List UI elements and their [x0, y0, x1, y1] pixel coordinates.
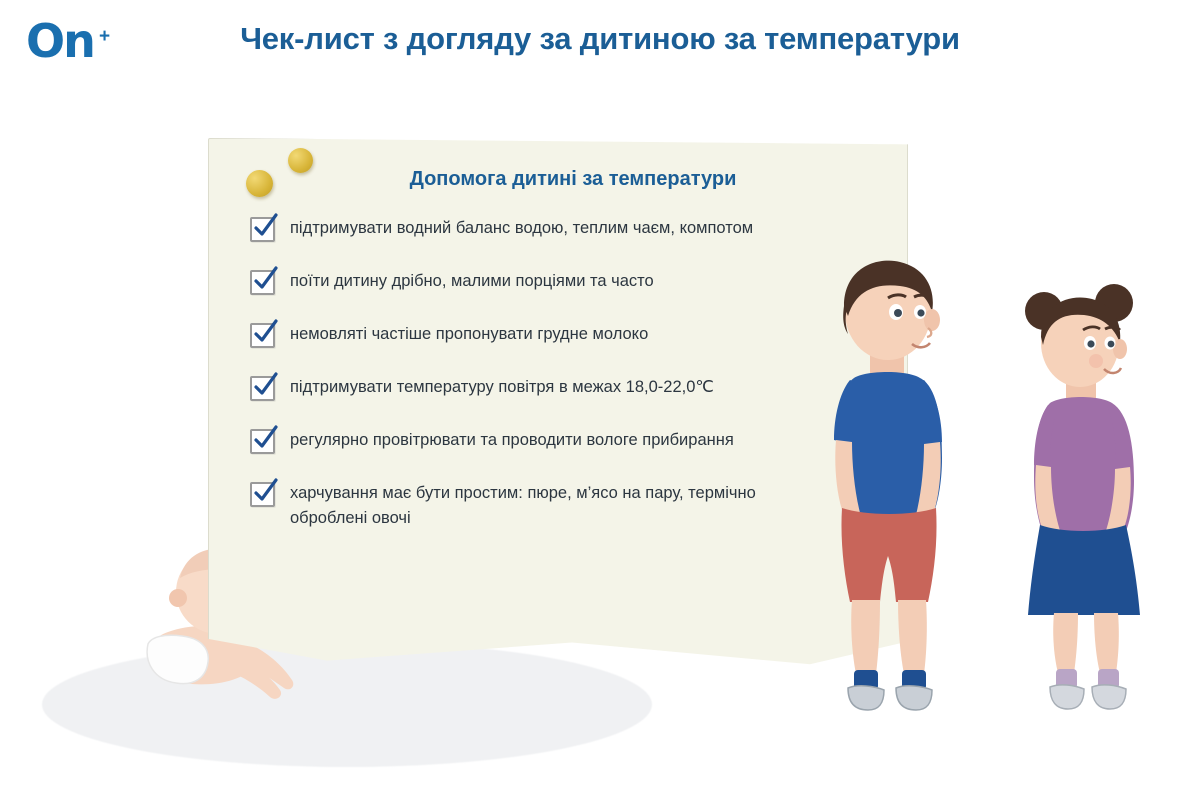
page-title: Чек-лист з догляду за дитиною за температури — [240, 21, 960, 56]
board-heading: Допомога дитині за температури — [409, 168, 737, 190]
list-item[interactable] — [250, 481, 870, 531]
checkbox-checked-icon[interactable] — [250, 482, 275, 507]
list-item[interactable] — [250, 216, 870, 242]
list-item-label: харчування має бути простим: пюре, м’ясо на пару, термічно оброблені овочі — [290, 484, 756, 527]
list-item-label: поїти дитину дрібно, малими порціями та часто — [290, 272, 654, 290]
list-item[interactable] — [250, 269, 870, 295]
on-clinic-logo — [26, 14, 146, 88]
checkbox-checked-icon[interactable] — [250, 376, 275, 401]
checkbox-checked-icon[interactable] — [250, 323, 275, 348]
list-item[interactable] — [250, 375, 870, 401]
list-item-label: немовляті частіше пропонувати грудне молоко — [290, 325, 649, 343]
list-item[interactable] — [250, 428, 870, 454]
checkbox-checked-icon[interactable] — [250, 429, 275, 454]
checkbox-checked-icon[interactable] — [250, 270, 275, 295]
list-item-label: підтримувати температуру повітря в межах 18,0-22,0℃ — [290, 378, 714, 396]
list-item[interactable] — [250, 322, 870, 348]
list-item-label: підтримувати водний баланс водою, теплим чаєм, компотом — [290, 219, 754, 237]
checklist-items — [250, 216, 870, 558]
boy-standing-illustration — [800, 250, 980, 720]
logo-plus-icon: + — [99, 26, 111, 47]
girl-standing-illustration — [1010, 275, 1175, 720]
list-item-label: регулярно провітрювати та проводити вологе прибирання — [290, 431, 734, 449]
checkbox-checked-icon[interactable] — [250, 217, 275, 242]
logo-wordmark: On — [26, 14, 94, 68]
